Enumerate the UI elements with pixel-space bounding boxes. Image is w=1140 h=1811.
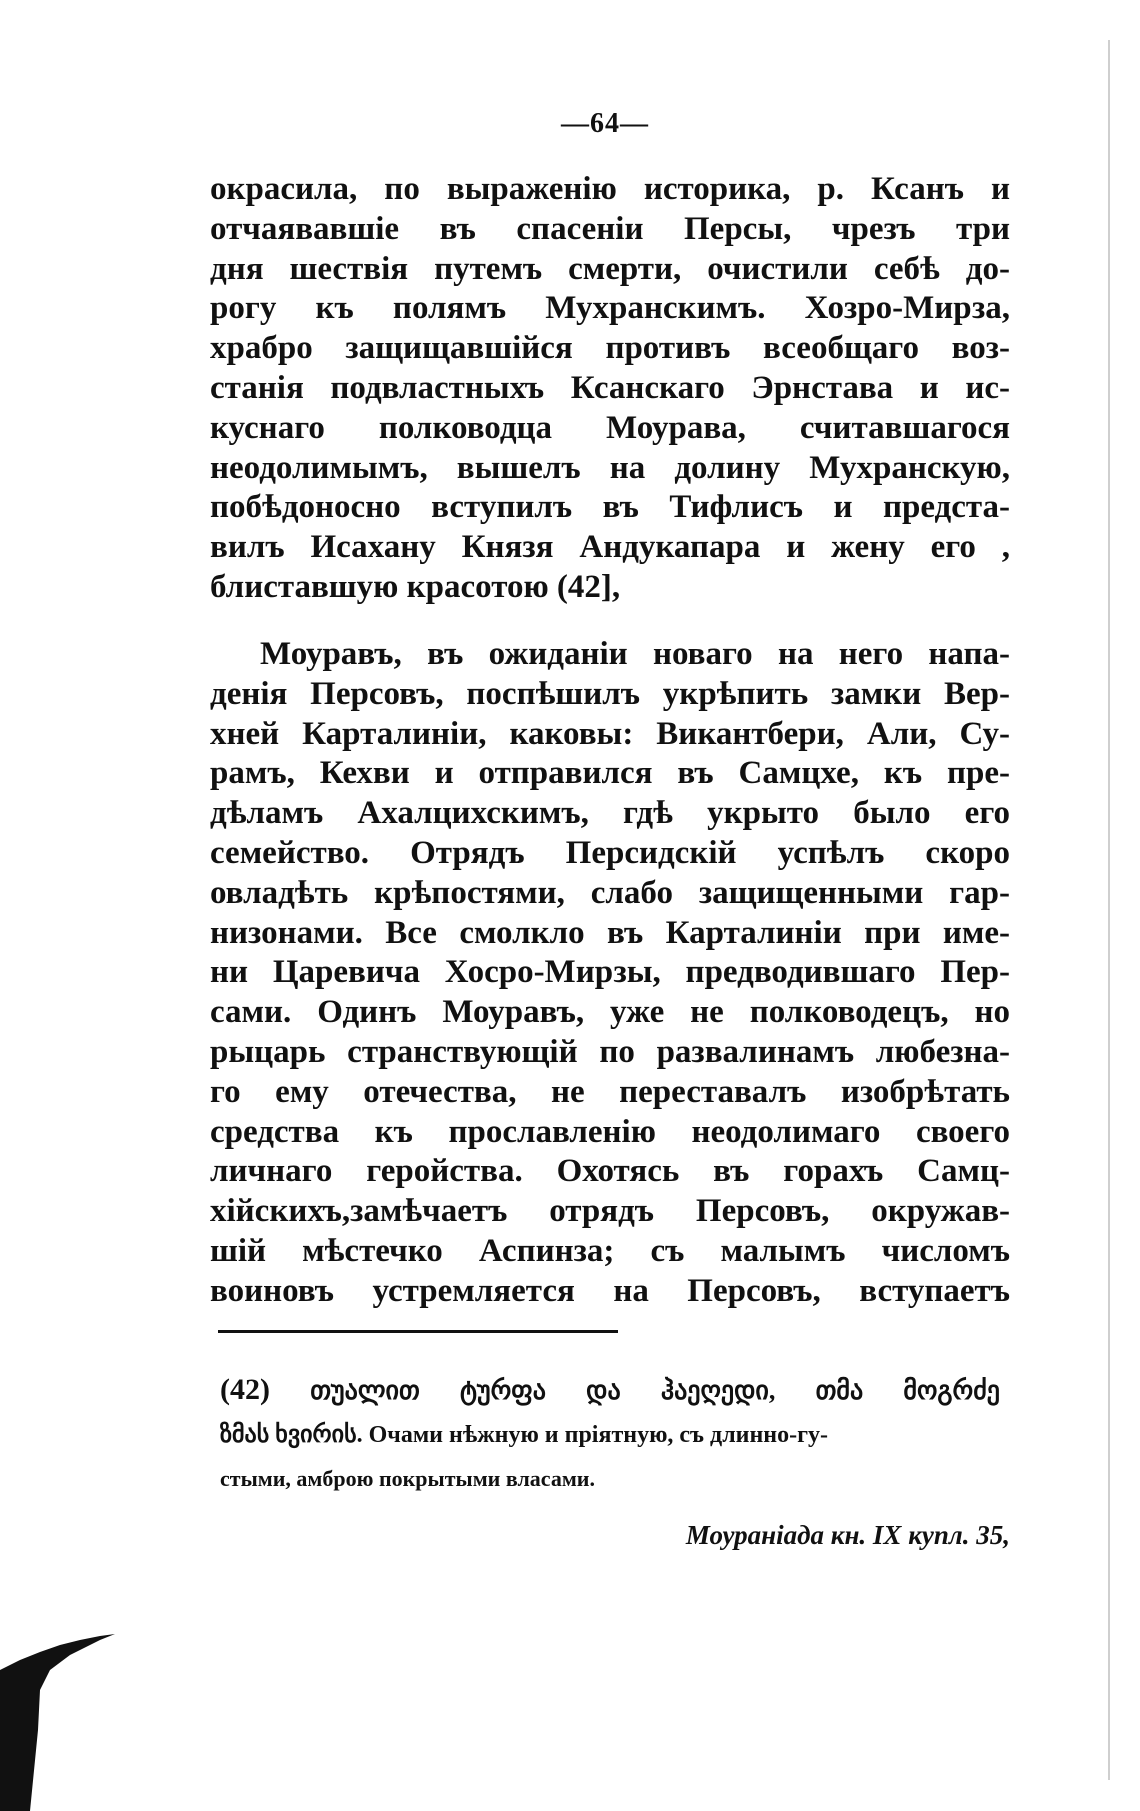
footnote-separator [218,1330,618,1333]
text-line: вилъ Исахану Князя Андукапара и жену его , [210,529,1010,566]
paragraph-2 [210,635,1010,1312]
paragraph-1 [210,170,1010,608]
text-line: окрасила, по выраженію историка, р. Ксанъ и [210,171,1010,207]
text-line: ни Царевича Хосро-Мирзы, предводившаго Пер- [210,954,1010,991]
text-line: сами. Одинъ Моуравъ, уже не полководецъ, но [210,994,1010,1031]
text-line: воиновъ устремляется на Персовъ, вступаетъ [210,1272,1010,1309]
text-line: семейство. Отрядъ Персидскій успѣлъ скоро [210,834,1010,871]
footnote-russian-text: Очами нѣжную и пріятную, съ длинно-гу- [368,1422,829,1448]
footnote-georgian-text: თუალით ტურფა და ჰაეღედი, თმა მოგრძე [310,1376,1001,1405]
text-line: рогу къ полямъ Мухранскимъ. Хозро-Мирза, [210,290,1010,327]
footnote-line [220,1413,1010,1457]
text-line: го ему отечества, не переставалъ изобрѣтать [210,1073,1010,1110]
text-line: побѣдоносно вступилъ въ Тифлисъ и предста- [210,489,1010,526]
text-line: блиставшую красотою (42], [210,568,621,605]
text-line: дня шествія путемъ смерти, очистили себѣ до- [210,250,1010,287]
footnote-line [220,1368,1000,1413]
text-line: шій мѣстечко Аспинза; съ малымъ числомъ [210,1232,1010,1269]
text-line: Моуравъ, въ ожиданіи новаго на него напа- [260,636,1010,672]
text-line: рамъ, Кехви и отправился въ Самцхе, къ пре- [210,755,1010,792]
text-line: низонами. Все смолкло въ Карталиніи при име- [210,914,1010,951]
text-line: денія Персовъ, поспѣшилъ укрѣпить замки Вер- [210,675,1010,712]
footnote-georgian-text: ზმას ხვირის. [220,1422,363,1448]
text-line: хійскихъ,замѣчаетъ отрядъ Персовъ, окружав- [210,1193,1010,1230]
text-line: средства къ прославленію неодолимаго своего [210,1113,1010,1150]
text-line: личнаго геройства. Охотясь въ горахъ Самц- [210,1153,1010,1190]
text-line: овладѣть крѣпостями, слабо защищенными гар- [210,874,1010,911]
text-line: станія подвластныхъ Ксанскаго Эрнстава и ис- [210,369,1010,406]
scan-artifact-mark [0,1600,120,1811]
page-number: —64— [561,108,649,139]
text-line: рыцарь странствующій по развалинамъ любезна- [210,1033,1010,1070]
scan-edge-line [1108,40,1110,1780]
footnote-number: (42) [220,1373,270,1406]
footnote [220,1368,1010,1501]
footnote-source: Моураніада кн. IX купл. 35, [685,1520,1010,1550]
text-line: отчаявавшіе въ спасеніи Персы, чрезъ три [210,210,1010,247]
text-line: неодолимымъ, вышелъ на долину Мухранскую, [210,449,1010,486]
text-line: хней Карталиніи, каковы: Викантбери, Али, Су- [210,715,1010,752]
text-line: храбро защищавшійся противъ всеобщаго воз- [210,330,1010,367]
text-line: дѣламъ Ахалцихскимъ, гдѣ укрыто было его [210,795,1010,832]
text-line: куснаго полководца Моурава, считавшагося [210,409,1010,446]
footnote-line: стыми, амброю покрытыми власами. [220,1466,595,1491]
